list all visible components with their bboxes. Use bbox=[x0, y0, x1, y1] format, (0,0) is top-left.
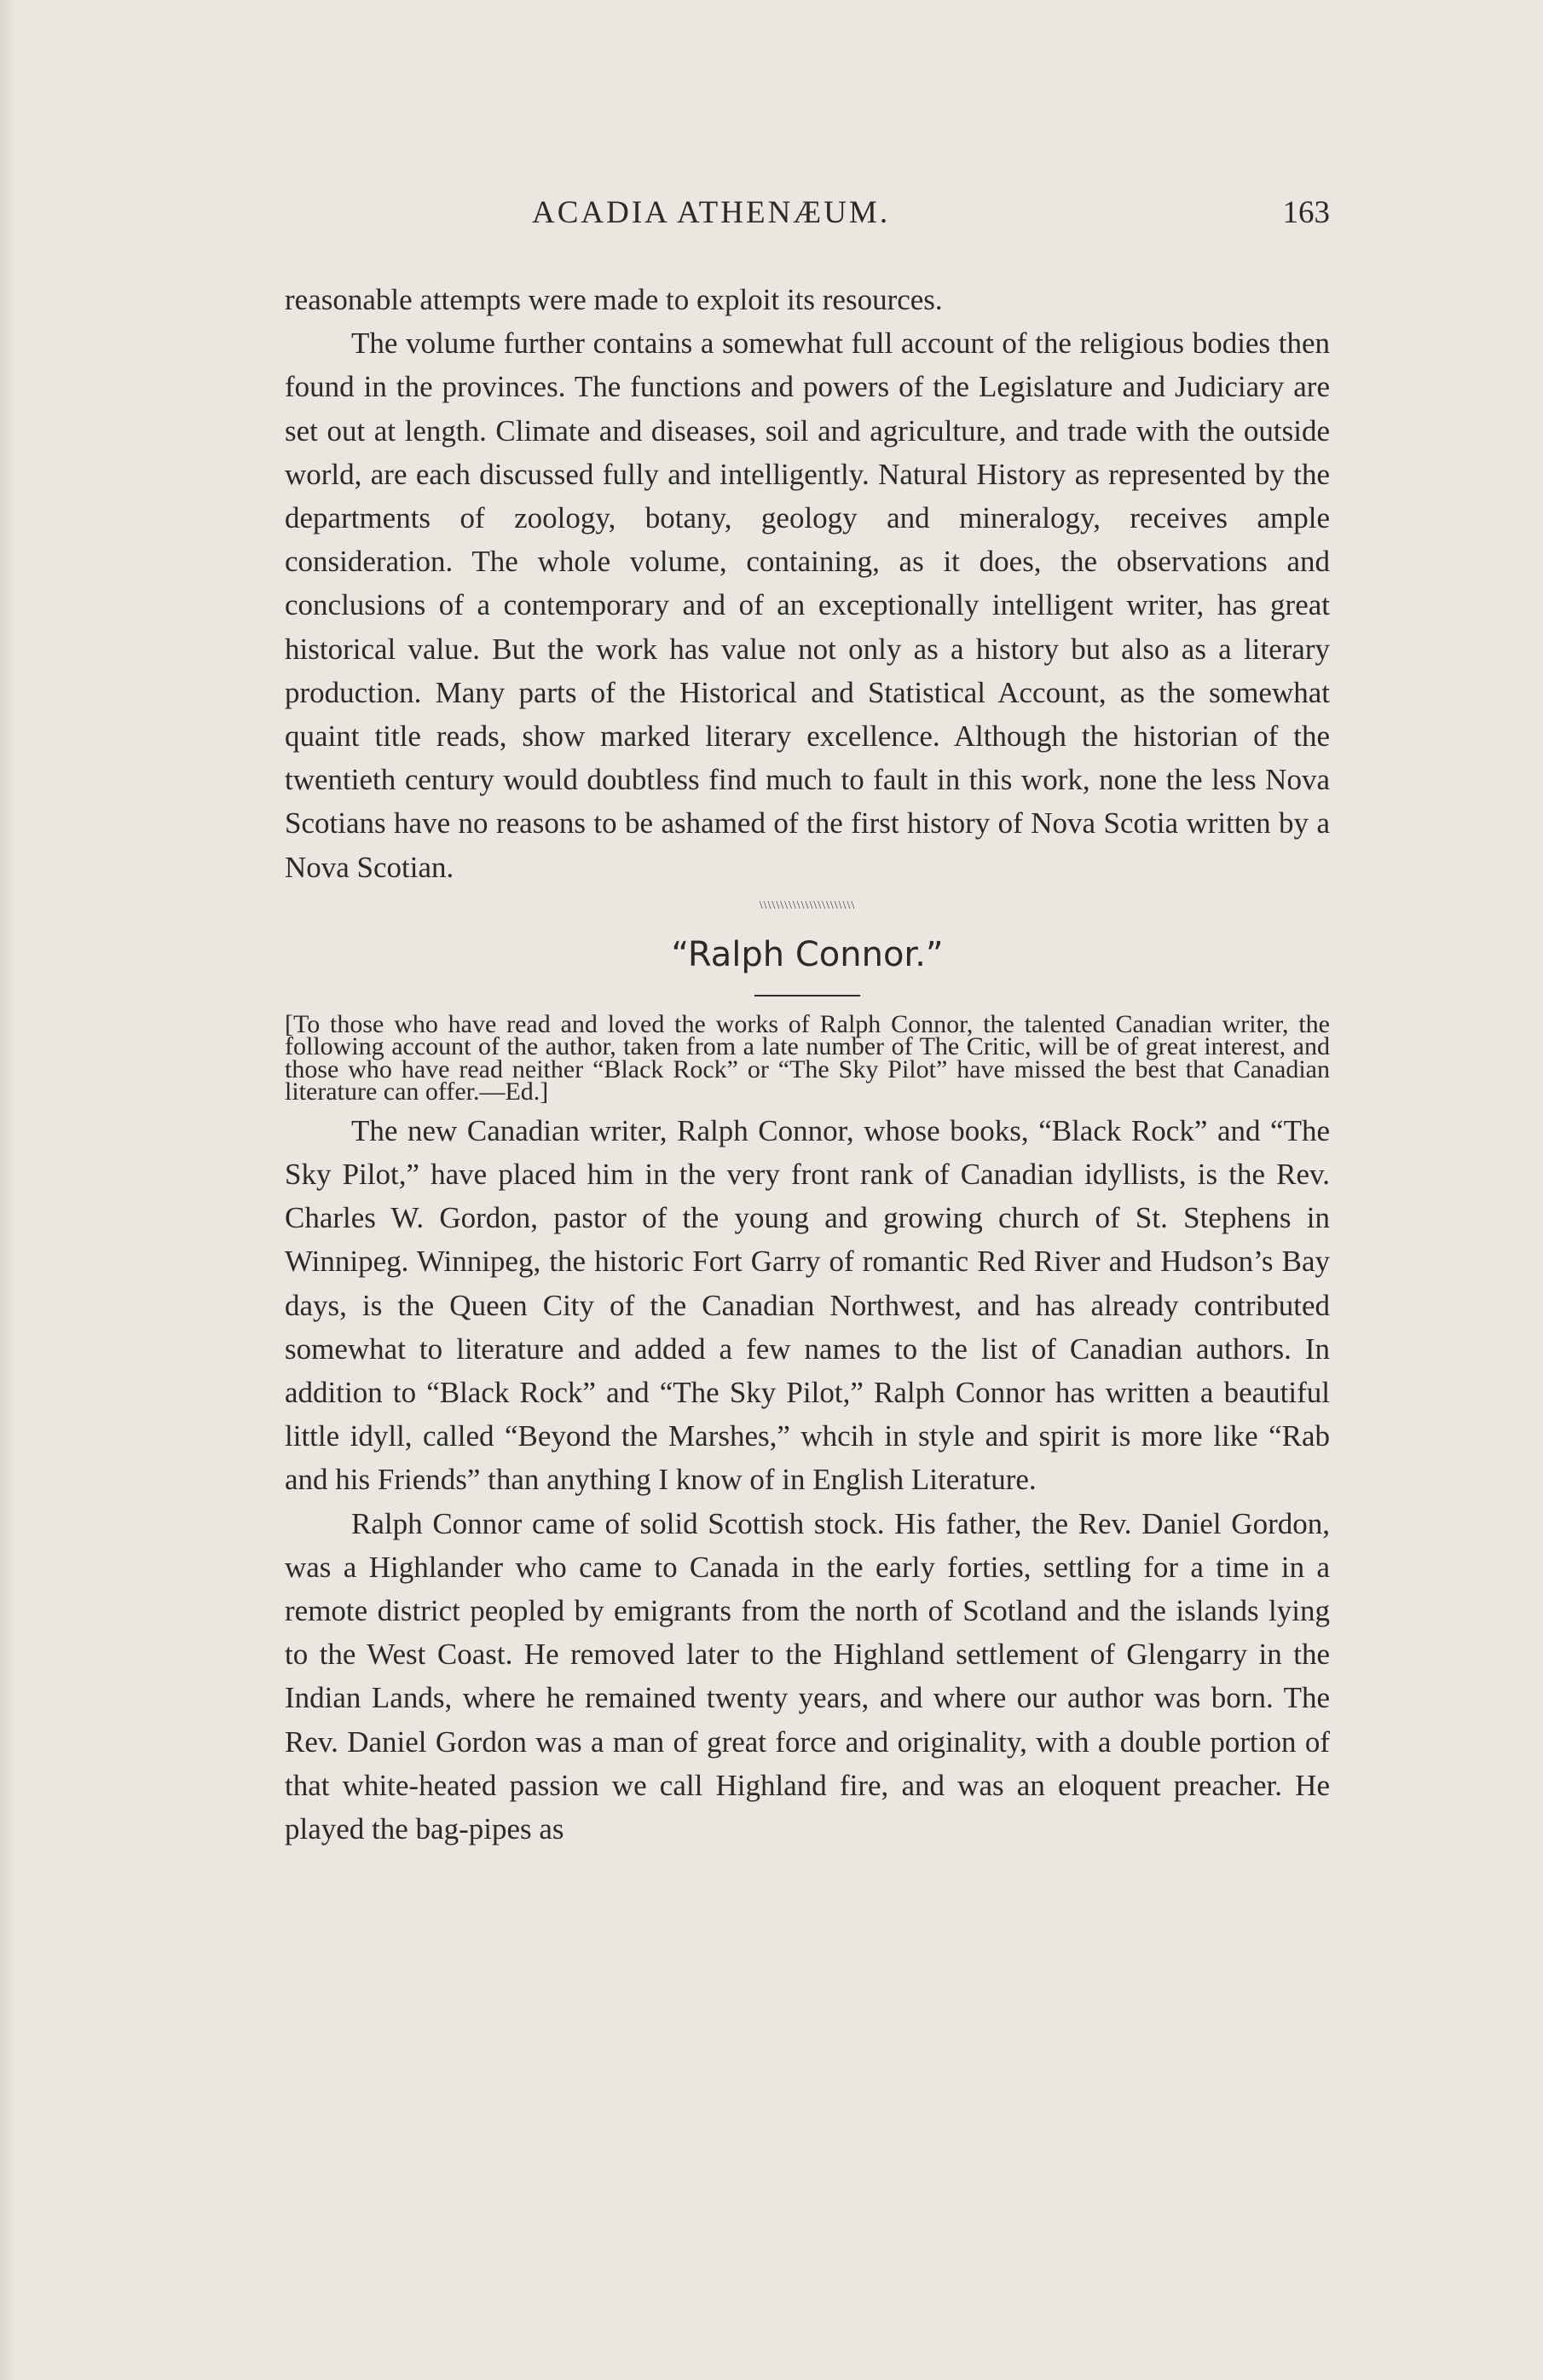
article-title: “Ralph Connor.” bbox=[671, 934, 944, 974]
paragraph-volume-contents: The volume further contains a somewhat full account of the religious bodies then found in the provinces. The functions and powers of the Legislature and Judiciary are set out at length. Climate and diseases, soil and agriculture, and trade with the outside world, are each discussed fully and intelligently. Natural History as represented by the departments of zoology, botany, geology and mineralogy, receives ample consideration. The whole volume, containing, as it does, the observations and conclusions of a contemporary and of an exceptionally intelligent writer, has great historical value. But the work has value not only as a history but also as a literary production. Many parts of the Historical and Statistical Account, as the somewhat quaint title reads, show marked literary excellence. Although the historian of the twentieth century would doubtless find much to fault in this work, none the less Nova Scotians have no reasons to be ashamed of the first history of Nova Scotia written by a Nova Scotian. bbox=[285, 326, 1330, 884]
page-body bbox=[285, 278, 1330, 1851]
page-edge bbox=[0, 0, 15, 2380]
page-number: 163 bbox=[1282, 195, 1330, 230]
section-ornament: \\\\\\\\\\\\\\\\\\\\\\\ bbox=[759, 898, 856, 912]
editor-note: [To those who have read and loved the works of Ralph Connor, the talented Canadian writer, the following account of the author, taken from a late number of The Critic, will be of great interest, and those who have read neither “Black Rock” or “The Sky Pilot” have missed the best that Canadian literature can offer.—Ed.] bbox=[285, 1009, 1330, 1106]
title-rule bbox=[754, 995, 860, 996]
page-header bbox=[285, 194, 1330, 237]
paragraph-article-family: Ralph Connor came of solid Scottish stock. His father, the Rev. Daniel Gordon, was a Highlander who came to Canada in the early forties, settling for a time in a remote district peopled by emigrants from the north of Scotland and the islands lying to the West Coast. He removed later to the Highland settlement of Glengarry in the Indian Lands, where he remained twenty years, and where our author was born. The Rev. Daniel Gordon was a man of great force and originality, with a double portion of that white-heated passion we call Highland fire, and was an eloquent preacher. He played the bag-pipes as bbox=[285, 1506, 1330, 1846]
running-title: ACADIA ATHENÆUM. bbox=[532, 195, 891, 230]
paragraph-article-intro: The new Canadian writer, Ralph Connor, whose books, “Black Rock” and “The Sky Pilot,” have placed him in the very front rank of Canadian idyllists, is the Rev. Charles W. Gordon, pastor of the young and growing church of St. Stephens in Winnipeg. Winnipeg, the historic Fort Garry of romantic Red River and Hudson’s Bay days, is the Queen City of the Canadian Northwest, and has already contributed somewhat to literature and added a few names to the list of Canadian authors. In addition to “Black Rock” and “The Sky Pilot,” Ralph Connor has written a beautiful little idyll, called “Beyond the Marshes,” whcih in style and spirit is more like “Rab and his Friends” than anything I know of in English Literature. bbox=[285, 1113, 1330, 1497]
paragraph-continued: reasonable attempts were made to exploit its resources. bbox=[285, 283, 943, 316]
